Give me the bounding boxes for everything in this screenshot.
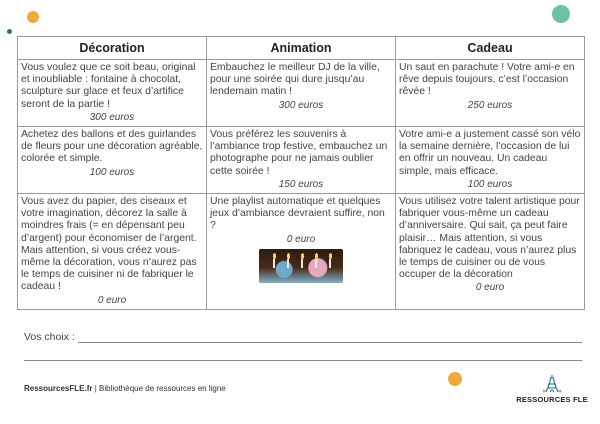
cell-animation-3 — [207, 194, 396, 310]
cell-text: Un saut en parachute ! Votre ami-e en rêve depuis toujours, c’est l’occasion rêvée ! — [399, 62, 575, 98]
cell-text: Achetez des ballons et des guirlandes de fleurs pour une décoration agréable, colorée et simple. — [21, 129, 203, 165]
cell-text: Embauchez le meilleur DJ de la ville, pour une soirée qui dure jusqu’au lendemain matin ! — [210, 62, 380, 98]
cell-decoration-1 — [18, 60, 207, 127]
header-decoration: Décoration — [18, 37, 207, 60]
cell-price: 0 euro — [475, 282, 505, 294]
table-header-row — [18, 37, 585, 60]
header-animation: Animation — [207, 37, 396, 60]
table-row — [18, 194, 585, 310]
eiffel-tower-icon — [541, 374, 563, 394]
footer — [24, 384, 226, 393]
cell-animation-2 — [207, 127, 396, 194]
cell-price: 0 euro — [286, 233, 316, 245]
cell-text: Vous utilisez votre talent artistique pour fabriquer vous-même un cadeau d’anniversaire. Qui sait, ça peut faire plaisir… Mais attention, si vous fabriquez le cadeau, vous n’aurez plus le temps de cuisiner ou de vous occuper de la décoration — [399, 196, 580, 281]
decorative-dot-green — [552, 5, 570, 23]
cell-text: Vous voulez que ce soit beau, original et inoubliable : fontaine à chocolat, sculpture sur glace et feux d’artifice seront de la partie ! — [21, 62, 196, 110]
cell-price: 100 euros — [89, 166, 135, 178]
cell-animation-1 — [207, 60, 396, 127]
table-row — [18, 60, 585, 127]
cell-cadeau-2 — [396, 127, 585, 194]
decorative-dot-orange — [27, 11, 39, 23]
choices-table — [17, 36, 585, 310]
cell-price: 250 euros — [467, 99, 513, 111]
footer-tagline: Bibliothèque de ressources en ligne — [99, 384, 226, 393]
cell-decoration-2 — [18, 127, 207, 194]
cell-cadeau-1 — [396, 60, 585, 127]
answer-line-1[interactable] — [78, 342, 582, 343]
header-cadeau: Cadeau — [396, 37, 585, 60]
cell-text: Vous avez du papier, des ciseaux et votre imagination, décorez la salle à moindres frais (= en dépensant peu d’argent) pour économiser de l’argent. Mais attention, si vous créez vous-même la décoration, vous n’aurez pas le temps de cuisiner ni de fabriquer le cadeau ! — [21, 196, 197, 293]
cell-text: Une playlist automatique et quelques jeux d’ambiance devraient suffire, non ? — [210, 196, 385, 232]
cell-text: Votre ami-e a justement cassé son vélo la semaine dernière, l’occasion de lui en offrir un nouveau. Un cadeau simple, mais efficace. — [399, 129, 581, 177]
decorative-dot-orange-bottom — [448, 372, 462, 386]
cell-price: 150 euros — [278, 178, 324, 190]
footer-separator: | — [92, 384, 99, 393]
footer-site: RessourcesFLE.fr — [24, 384, 93, 393]
cell-price: 0 euro — [97, 294, 127, 306]
cell-price: 300 euros — [278, 99, 324, 111]
cell-price: 300 euros — [89, 111, 135, 123]
ressources-fle-logo — [516, 374, 588, 404]
logo-text: RESSOURCES FLE — [516, 395, 588, 404]
decorative-dot-teal — [7, 29, 12, 34]
choices-label: Vos choix : — [24, 331, 75, 343]
cell-decoration-3 — [18, 194, 207, 310]
cell-cadeau-3 — [396, 194, 585, 310]
cell-text: Vous préférez les souvenirs à l’ambiance trop festive, embauchez un photographe pour ne jamais oublier cette soirée ! — [210, 129, 388, 177]
table-row — [18, 127, 585, 194]
cell-price: 100 euros — [467, 178, 513, 190]
answer-line-2[interactable] — [24, 360, 582, 361]
birthday-cake-icon — [259, 249, 343, 283]
